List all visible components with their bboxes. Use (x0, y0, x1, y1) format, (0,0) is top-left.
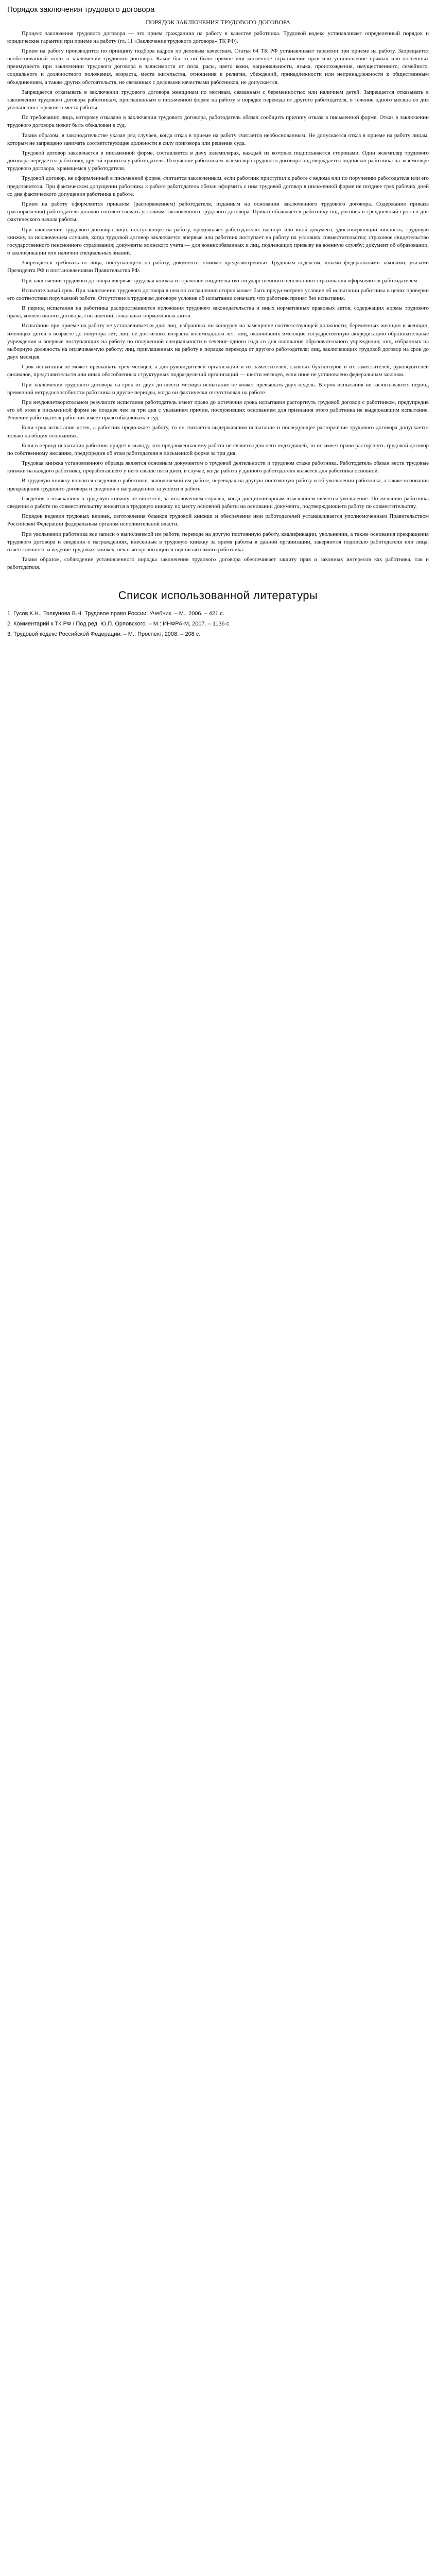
bibliography-list (7, 611, 429, 637)
bibliography-item: 3. Трудовой кодекс Российской Федерации. – М.: Проспект, 2008. – 208 с. (7, 631, 201, 638)
paragraph: В трудовую книжку вносятся сведения о работнике, выполняемой им работе, переводах на другую постоянную работу и об увольнении работника, а также основания прекращения трудового договора и сведения о награждениях за успехи в работе. (7, 478, 429, 492)
paragraph: В период испытания на работника распространяются положения трудового законодательства и иных нормативных правовых актов, содержащих нормы трудового права, коллективного договора, соглашений, локальных нормативных актов. (7, 305, 429, 319)
paragraph: При заключении трудового договора впервые трудовая книжка и страховое свидетельство государственного пенсионного страхования оформляются работодателем. (22, 277, 419, 284)
paragraph: Таким образом, соблюдение установленного порядка заключения трудового договора обеспечивает защиту прав и законных интересов как работника, так и работодателя. (7, 556, 429, 571)
paragraph: Запрещается отказывать в заключении трудового договора женщинам по мотивам, связанным с беременностью или наличием детей. Запрещается отказывать в заключении трудового договора работникам, приглашенным в письменной форме на работу в порядке перевода от другого работодателя, в течение одного месяца со дня увольнения с прежнего места работы. (7, 89, 429, 111)
paragraph: При неудовлетворительном результате испытания работодатель имеет право до истечения срока испытания расторгнуть трудовой договор с работником, предупредив его об этом в письменной форме не позднее чем за три дня с указанием причин, послуживших основанием для признания этого работника не выдержавшим испытание. Решение работодателя работник имеет право обжаловать в суд. (7, 399, 429, 421)
bibliography-title: Список использованной литературы (118, 589, 318, 602)
bibliography-item: 2. Комментарий к ТК РФ / Под ред. Ю.П. Орловского. – М.: ИНФРА-М, 2007. – 1136 с. (7, 621, 231, 628)
page-title: Порядок заключения трудового договора (7, 5, 155, 14)
paragraph: Если в период испытания работник придет к выводу, что предложенная ему работа не является для него подходящей, то он имеет право расторгнуть трудовой договор по собственному желанию, предупредив об этом работодателя в письменной форме за три дня. (7, 442, 429, 456)
paragraph: Если срок испытания истек, а работник продолжает работу, то он считается выдержавшим испытание и последующее расторжение трудового договора допускается только на общих основаниях. (7, 425, 429, 439)
paragraph: Прием на работу производится по принципу подбора кадров по деловым качествам. Статья 64 ТК РФ устанавливает гарантии при приеме на работу. Запрещается необоснованный отказ в заключении трудового договора. Какое бы то ни было прямое или косвенное ограничение прав или установление прямых или косвенных преимуществ при заключении трудового договора в зависимости от пола, расы, цвета кожи, национальности, языка, происхождения, имущественного, семейного, социального и должностного положения, возраста, места жительства, отношения к религии, убеждений, принадлежности или непринадлежности к общественным объединениям, а также других обстоятельств, не связанных с деловыми качествами работников, не допускается. (7, 47, 429, 86)
paragraph: При заключении трудового договора на срок от двух до шести месяцев испытание не может превышать двух недель. В срок испытания не засчитываются период временной нетрудоспособности работника и другие периоды, когда он фактически отсутствовал на работе. (7, 381, 429, 396)
paragraph: Трудовая книжка установленного образца является основным документом о трудовой деятельности и трудовом стаже работника. Работодатель обязан вести трудовые книжки на каждого работника, проработавшего у него свыше пяти дней, в случае, когда работа у данного работодателя является для работника основной. (7, 460, 429, 474)
document-body (7, 18, 429, 571)
bibliography-item: 1. Гусов К.Н., Толкунова В.Н. Трудовое право России: Учебник. – М., 2006. – 421 с. (7, 611, 224, 617)
paragraph: Испытательный срок. При заключении трудового договора в нем по соглашению сторон может быть предусмотрено условие об испытании работника в целях проверки его соответствия поручаемой работе. Отсутствие в трудовом договоре условия об испытании означает, что работник принят без испытания. (7, 287, 429, 301)
paragraph: Трудовой договор заключается в письменной форме, составляется в двух экземплярах, каждый из которых подписывается сторонами. Один экземпляр трудового договора передается работнику, другой хранится у работодателя. Получение работником экземпляра трудового договора подтверждается подписью работника на экземпляре трудового договора, хранящемся у работодателя. (7, 149, 429, 172)
paragraph: Запрещается требовать от лица, поступающего на работу, документы помимо предусмотренных Трудовым кодексом, иными федеральными законами, указами Президента РФ и постановлениями Правительства РФ. (7, 260, 429, 274)
paragraph: Срок испытания не может превышать трех месяцев, а для руководителей организаций и их заместителей, главных бухгалтеров и их заместителей, руководителей филиалов, представительств или иных обособленных структурных подразделений организаций — шести месяцев, если иное не установлено федеральным законом. (7, 364, 429, 378)
paragraphs (7, 30, 429, 572)
paragraph: Процесс заключения трудового договора — это прием гражданина на работу в качестве работника. Трудовой кодекс устанавливает определенный порядок и юридические гарантии при приеме на работу (гл. 11 «Заключение трудового договора» ТК РФ). (7, 30, 429, 44)
paragraph: По требованию лица, которому отказано в заключении трудового договора, работодатель обязан сообщить причину отказа в письменной форме. Отказ в заключении трудового договора может быть обжалован в суд. (7, 114, 429, 129)
paragraph: При заключении трудового договора лицо, поступающее на работу, предъявляет работодателю: паспорт или иной документ, удостоверяющий личность; трудовую книжку, за исключением случаев, когда трудовой договор заключается впервые или работник поступает на работу на условиях совместительства; страховое свидетельство государственного пенсионного страхования; документы воинского учета — для военнообязанных и лиц, подлежащих призыву на военную службу; документ об образовании, о квалификации или наличии специальных знаний. (7, 226, 429, 257)
paragraph: Сведения о взысканиях в трудовую книжку не вносятся, за исключением случаев, когда дисциплинарным взысканием является увольнение. По желанию работника сведения о работе по совместительству вносятся в трудовую книжку по месту основной работы на основании документа, подтверждающего работу по совместительству. (7, 495, 429, 510)
paragraph: Прием на работу оформляется приказом (распоряжением) работодателя, изданным на основании заключенного трудового договора. Содержание приказа (распоряжения) работодателя должно соответствовать условиям заключенного трудового договора. Приказ объявляется работнику под роспись в трехдневный срок со дня фактического начала работы. (7, 200, 429, 223)
paragraph: Таким образом, в законодательстве указан ряд случаев, когда отказ в приеме на работу считается необоснованным. Не допускается отказ в приеме на работу лицам, которым не запрещено занимать соответствующие должности в силу приговора или решения суда. (7, 132, 429, 146)
paragraph: Порядок ведения трудовых книжек, изготовления бланков трудовой книжки и обеспечения ими работодателей устанавливается уполномоченным Правительством Российской Федерации федеральным органом исполнительной власти. (7, 513, 429, 528)
paragraph: При увольнении работника все записи о выполняемой им работе, переводе на другую постоянную работу, квалификации, увольнении, а также основания прекращения трудового договора и сведения о награждениях, внесенные в трудовую книжку за время работы в данной организации, заверяются подписью работодателя или лица, ответственного за ведение трудовых книжек, печатью организации и подписью самого работника. (7, 531, 429, 553)
paragraph: Испытание при приеме на работу не устанавливается для: лиц, избранных по конкурсу на замещение соответствующей должности; беременных женщин и женщин, имеющих детей в возрасте до полутора лет; лиц, не достигших возраста восемнадцати лет; лиц, окончивших имеющие государственную аккредитацию образовательные учреждения и впервые поступающих на работу по полученной специальности в течение одного года со дня окончания образовательного учреждения; лиц, избранных на выборную должность на оплачиваемую работу; лиц, приглашенных на работу в порядке перевода от другого работодателя; лиц, заключающих трудовой договор на срок до двух месяцев. (7, 323, 429, 361)
paragraph: Трудовой договор, не оформленный в письменной форме, считается заключенным, если работник приступил к работе с ведома или по поручению работодателя или его представителя. При фактическом допущении работника к работе работодатель обязан оформить с ним трудовой договор в письменной форме не позднее трех рабочих дней со дня фактического допущения работника к работе. (7, 175, 429, 197)
document-heading: ПОРЯДОК ЗАКЛЮЧЕНИЯ ТРУДОВОГО ДОГОВОРА (146, 19, 290, 26)
